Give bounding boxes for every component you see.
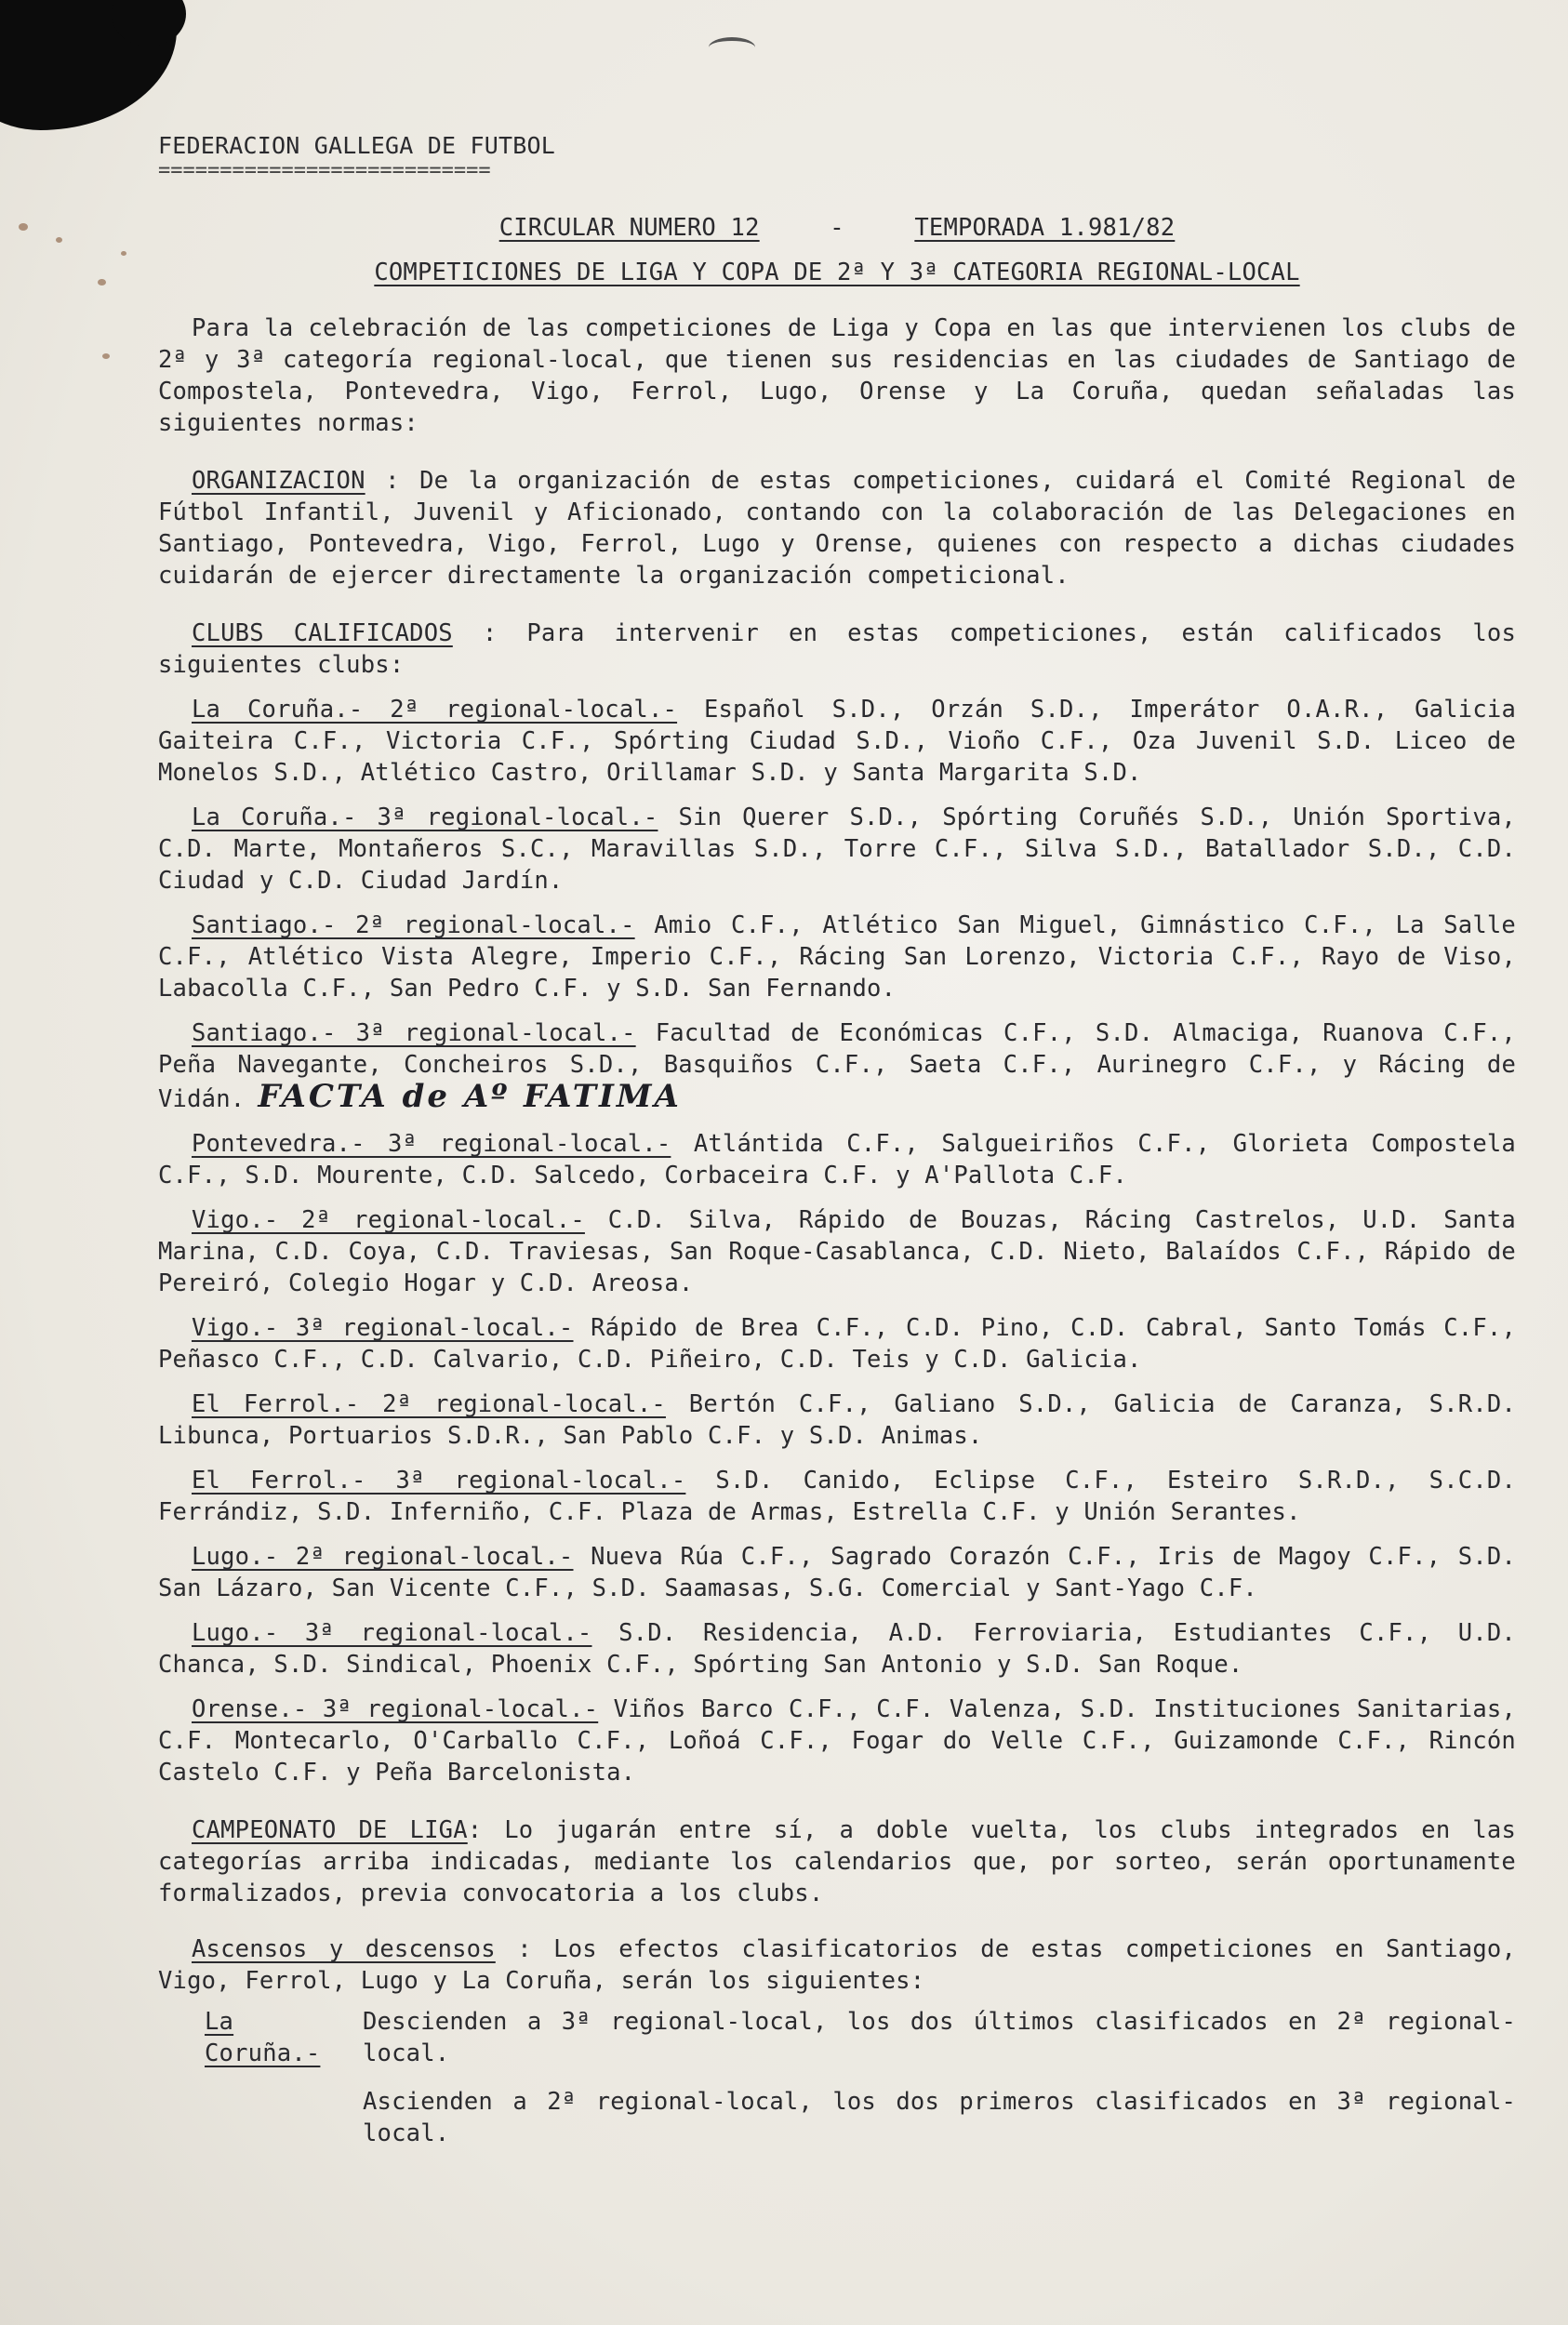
- section-heading: ORGANIZACION: [192, 467, 365, 495]
- stain-spot: [121, 251, 126, 256]
- intro-paragraph: Para la celebración de las competiciones de Liga y Copa en las que intervienen los clubs de 2ª y 3ª categoría regional-local, que tienen sus residencias en las ciudades de Santiago de Compostela, Pontevedra, Vigo, Ferrol, Lugo, Orense y La Coruña, quedan señaladas las siguientes normas:: [158, 314, 1516, 437]
- header-rule: ===========================: [158, 159, 491, 182]
- rule-descend: Descienden a 3ª regional-local, los dos últimos clasificados en 2ª regional-local. Ascienden a 2ª regional-local, los dos primeros clasificados en 3ª regional-local.: [363, 2008, 1516, 2147]
- rule-label: La Coruña.-: [205, 2008, 321, 2067]
- club-group-text: Nueva Rúa C.F., Sagrado Corazón C.F., Iris de Magoy C.F., S.D. San Lázaro, San Vicente C.F., S.D. Saamasas, S.G. Comercial y Sant-Yago C.F.: [158, 1543, 1516, 1602]
- club-group-text: Facultad de Económicas C.F., S.D. Almaciga, Ruanova C.F., Peña Navegante, Concheiros S.D., Basquiños C.F., Saeta C.F., Aurinegro C.F., y Rácing de Vidán.: [158, 1019, 1516, 1113]
- club-group-label: El Ferrol.- 2ª regional-local.-: [192, 1390, 666, 1418]
- club-group-label: Santiago.- 2ª regional-local.-: [192, 911, 635, 939]
- ascensos-section: [158, 1933, 1516, 1997]
- stain-spot: [19, 223, 28, 231]
- rule-ascend: Ascienden a 2ª regional-local, los dos primeros clasificados en 3ª regional-local.: [363, 2088, 1516, 2147]
- club-group-label: La Coruña.- 3ª regional-local.-: [192, 804, 658, 831]
- section-text: : Lo jugarán entre sí, a doble vuelta, los clubs integrados en las categorías arriba indicadas, mediante los calendarios que, por sorteo, serán oportunamente formalizados, previa convocatoria a los clubs.: [158, 1816, 1516, 1907]
- club-group: [158, 1204, 1516, 1299]
- coruna-rule-row: [158, 2006, 1516, 2149]
- club-group-text: Viños Barco C.F., C.F. Valenza, S.D. Instituciones Sanitarias, C.F. Montecarlo, O'Carballo C.F., Loñoá C.F., Fogar do Velle C.F., Guizamonde C.F., Rincón Castelo C.F. y Peña Barcelonista.: [158, 1695, 1517, 1787]
- campeonato-section: [158, 1814, 1516, 1909]
- document-body: [158, 130, 1516, 2149]
- club-group: [158, 1128, 1516, 1191]
- section-text: : Para intervenir en estas competiciones, están calificados los siguientes clubs:: [158, 619, 1517, 679]
- club-group: [158, 1388, 1516, 1452]
- club-group-text: S.D. Canido, Eclipse C.F., Esteiro S.R.D., S.C.D. Ferrándiz, S.D. Inferniño, C.F. Plaza de Armas, Estrella C.F. y Unión Serantes.: [158, 1467, 1516, 1526]
- club-group: [158, 1465, 1516, 1528]
- club-group: [158, 1694, 1516, 1788]
- club-group-label: Lugo.- 2ª regional-local.-: [192, 1543, 574, 1571]
- club-group: [158, 910, 1516, 1004]
- stain-spot: [102, 353, 110, 359]
- club-group-text: Rápido de Brea C.F., C.D. Pino, C.D. Cabral, Santo Tomás C.F., Peñasco C.F., C.D. Calvario, C.D. Piñeiro, C.D. Teis y C.D. Galicia.: [158, 1314, 1516, 1374]
- club-group-label: La Coruña.- 2ª regional-local.-: [192, 696, 678, 724]
- stain-spot: [56, 237, 62, 243]
- club-group-text: Bertón C.F., Galiano S.D., Galicia de Caranza, S.R.D. Libunca, Portuarios S.D.R., San Pablo C.F. y S.D. Animas.: [158, 1390, 1516, 1450]
- staple-mark: [709, 37, 755, 58]
- season: TEMPORADA 1.981/82: [914, 214, 1176, 242]
- club-group-text: Sin Querer S.D., Spórting Coruñés S.D., Unión Sportiva, C.D. Marte, Montañeros S.C., Maravillas S.D., Torre C.F., Silva S.D., Batallador S.D., C.D. Ciudad y C.D. Ciudad Jardín.: [158, 804, 1516, 895]
- document-subtitle: COMPETICIONES DE LIGA Y COPA DE 2ª Y 3ª CATEGORIA REGIONAL-LOCAL: [374, 259, 1300, 286]
- club-group-text: C.D. Silva, Rápido de Bouzas, Rácing Castrelos, U.D. Santa Marina, C.D. Coya, C.D. Traviesas, San Roque-Casablanca, C.D. Nieto, Balaídos C.F., Rápido de Pereiró, Colegio Hogar y C.D. Areosa.: [158, 1206, 1516, 1297]
- organization-name: FEDERACION GALLEGA DE FUTBOL: [158, 132, 556, 159]
- section-text: : De la organización de estas competiciones, cuidará el Comité Regional de Fútbol Infantil, Juvenil y Aficionado, contando con la colaboración de las Delegaciones en Santiago, Pontevedra, Vigo, Ferrol, Lugo y Orense, quienes con respecto a dichas ciudades cuidarán de ejercer directamente la organización competicional.: [158, 467, 1516, 590]
- club-group-label: Lugo.- 3ª regional-local.-: [192, 1619, 592, 1647]
- club-group: [158, 802, 1516, 897]
- club-group-label: Orense.- 3ª regional-local.-: [192, 1695, 599, 1723]
- section-text: : Los efectos clasificatorios de estas competiciones en Santiago, Vigo, Ferrol, Lugo y La Coruña, serán los siguientes:: [158, 1935, 1517, 1995]
- club-group-text: S.D. Residencia, A.D. Ferroviaria, Estudiantes C.F., U.D. Chanca, S.D. Sindical, Phoenix C.F., Spórting San Antonio y S.D. San Roque.: [158, 1619, 1516, 1679]
- club-group-label: Santiago.- 3ª regional-local.-: [192, 1019, 636, 1047]
- clubs-calificados-section: [158, 618, 1516, 681]
- club-group: [158, 1617, 1516, 1681]
- club-group: [158, 1017, 1516, 1115]
- stain-spot: [98, 279, 106, 286]
- circular-number: CIRCULAR NUMERO 12: [498, 214, 760, 242]
- circular-title: [158, 212, 1516, 244]
- club-group: [158, 694, 1516, 789]
- title-separator: -: [830, 214, 844, 242]
- handwritten-annotation: FACTA de Aº FATIMA: [258, 1078, 682, 1115]
- club-group-text: Español S.D., Orzán S.D., Imperátor O.A.R., Galicia Gaiteira C.F., Victoria C.F., Spórting Ciudad S.D., Vioño C.F., Oza Juvenil S.D. Liceo de Monelos S.D., Atlético Castro, Orillamar S.D. y Santa Margarita S.D.: [158, 696, 1516, 787]
- club-group-label: Pontevedra.- 3ª regional-local.-: [192, 1130, 671, 1158]
- club-group-text: Atlántida C.F., Salgueiriños C.F., Glorieta Compostela C.F., S.D. Mourente, C.D. Salcedo, Corbaceira C.F. y A'Pallota C.F.: [158, 1130, 1516, 1189]
- subsection-heading: Ascensos y descensos: [192, 1935, 496, 1963]
- club-group: [158, 1541, 1516, 1604]
- organizacion-section: [158, 465, 1516, 591]
- club-group-label: El Ferrol.- 3ª regional-local.-: [192, 1467, 686, 1495]
- section-heading: CLUBS CALIFICADOS: [192, 619, 453, 647]
- club-group: [158, 1312, 1516, 1375]
- section-heading: CAMPEONATO DE LIGA: [192, 1816, 468, 1844]
- club-group-label: Vigo.- 2ª regional-local.-: [192, 1206, 585, 1234]
- club-group-label: Vigo.- 3ª regional-local.-: [192, 1314, 574, 1342]
- club-group-text: Amio C.F., Atlético San Miguel, Gimnástico C.F., La Salle C.F., Atlético Vista Alegre, Imperio C.F., Rácing San Lorenzo, Victoria C.F., Rayo de Viso, Labacolla C.F., San Pedro C.F. y S.D. San Fernando.: [158, 911, 1516, 1003]
